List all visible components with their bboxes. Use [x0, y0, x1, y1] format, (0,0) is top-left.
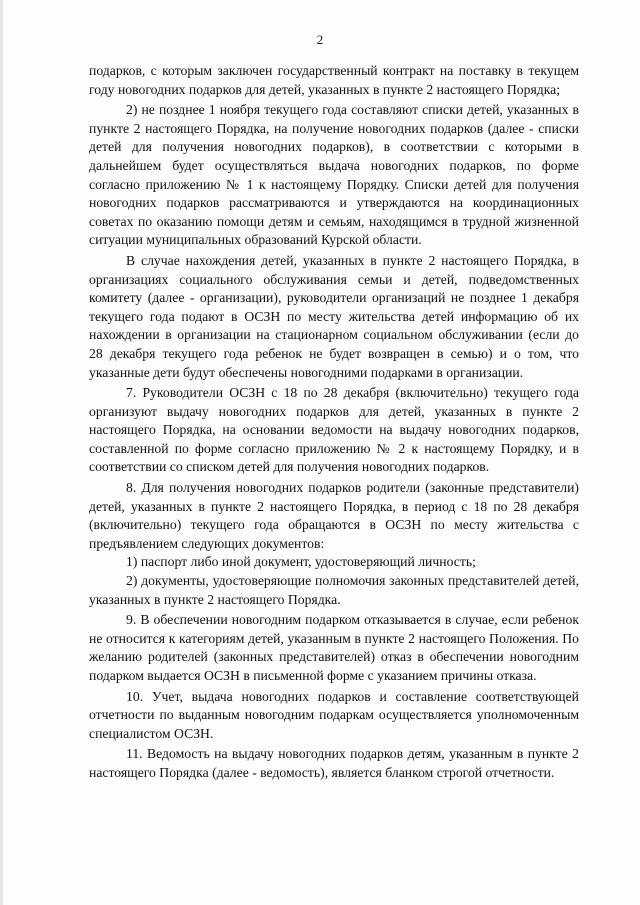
- paragraph-item-2: 2) не позднее 1 ноября текущего года составляют списки детей, указанных в пункте 2 настоящего Порядка, на получение новогодних подарков (далее - списки детей для получения новогодних подарков), в соответствии с которыми в дальнейшем будет осуществляться выдача новогодних подарков, по форме согласно приложению № 1 к настоящему Порядку. Списки детей для получения новогодних подарков рассматриваются и утверждаются на координационных советах по оказанию помощи детям и семьям, находящимся в трудной жизненной ситуации муниципальных образований Курской области.: [89, 102, 579, 248]
- scan-edge: [0, 0, 3, 905]
- paragraph-8-item-2: 2) документы, удостоверяющие полномочия законных представителей детей, указанных в пункте 2 настоящего Порядка.: [89, 573, 579, 607]
- paragraph-continuation: подарков, с которым заключен государственный контракт на поставку в текущем году новогодних подарков для детей, указанных в пункте 2 настоящего Порядка;: [89, 63, 579, 97]
- paragraph-8: 8. Для получения новогодних подарков родители (законные представители) детей, указанных в пункте 2 настоящего Порядка, в период с 18 по 28 декабря (включительно) текущего года обращаются в ОСЗН по месту жительства с предъявлением следующих документов:: [89, 480, 579, 551]
- page-number: 2: [316, 32, 324, 47]
- paragraph-organizations: В случае нахождения детей, указанных в пункте 2 настоящего Порядка, в организациях социального обслуживания семьи и детей, подведомственных комитету (далее - организации), руководители организаций не позднее 1 декабря текущего года подают в ОСЗН по месту жительства детей информацию об их нахождении в организации на стационарном социальном обслуживании (если до 28 декабря текущего года ребенок не будет возвращен в семью) и о том, что указанные дети будут обеспечены новогодними подарками в организации.: [89, 252, 579, 380]
- paragraph-8-item-1: 1) паспорт либо иной документ, удостоверяющий личность;: [126, 554, 476, 570]
- paragraph-10: 10. Учет, выдача новогодних подарков и составление соответствующей отчетности по выданным новогодним подаркам осуществляется уполномоченным специалистом ОСЗН.: [89, 688, 579, 741]
- paragraph-7: 7. Руководители ОСЗН с 18 по 28 декабря (включительно) текущего года организуют выдачу новогодних подарков для детей, указанных в пункте 2 настоящего Порядка, на основании ведомости на выдачу новогодних подарков, составленной по форме согласно приложению № 2 к настоящему Порядку, и в соответствии со списком детей для получения новогодних подарков.: [89, 385, 579, 475]
- paragraph-9: 9. В обеспечении новогодним подарком отказывается в случае, если ребенок не относится к категориям детей, указанным в пункте 2 настоящего Положения. По желанию родителей (законных представителей) отказ в обеспечении новогодним подарком выдается ОСЗН в письменной форме с указанием причины отказа.: [89, 612, 579, 683]
- document-body: [89, 62, 579, 783]
- paragraph-11: 11. Ведомость на выдачу новогодних подарков детям, указанным в пункте 2 настоящего Порядка (далее - ведомость), является бланком строгой отчетности.: [89, 746, 579, 780]
